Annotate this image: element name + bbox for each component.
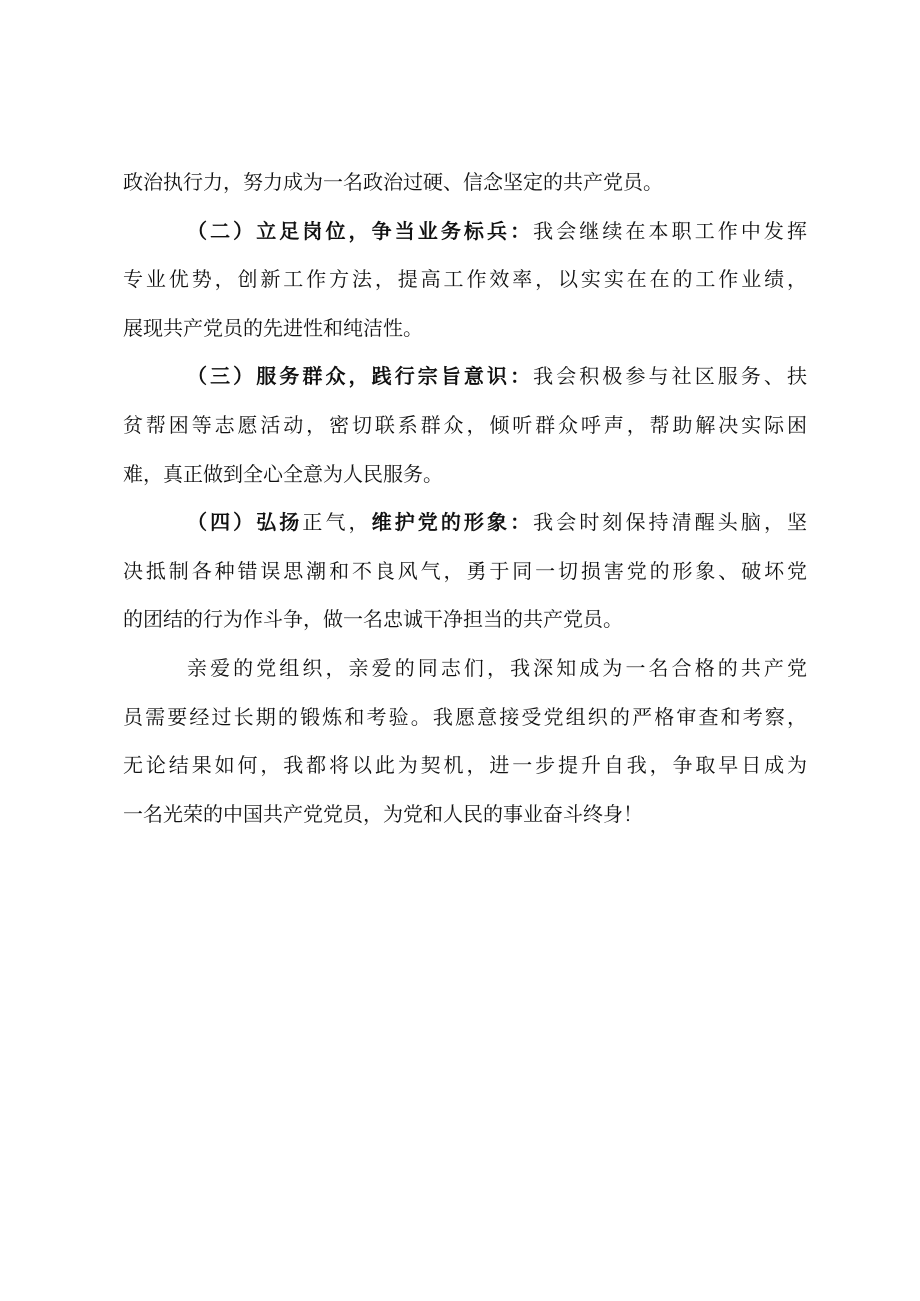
section-3-line-3: 难，真正做到全心全意为人民服务。 — [123, 461, 443, 486]
section-3-text-start: 我会积极参与社区服务、扶 — [533, 364, 807, 389]
closing-line-1: 亲爱的党组织，亲爱的同志们，我深知成为一名合格的共产党 — [187, 655, 807, 680]
section-2-line-2: 专业优势，创新工作方法，提高工作效率，以实实在在的工作业绩， — [123, 267, 807, 292]
closing-line-3: 无论结果如何，我都将以此为契机，进一步提升自我，争取早日成为 — [123, 753, 807, 778]
closing-line-2: 员需要经过长期的锻炼和考验。我愿意接受党组织的严格审查和考察， — [123, 704, 807, 729]
section-2-line-3: 展现共产党员的先进性和纯洁性。 — [123, 315, 423, 340]
section-3-line-1 — [123, 352, 807, 401]
section-4-line-3: 的团结的行为作斗争，做一名忠诚干净担当的共产党员。 — [123, 607, 623, 632]
section-2-line-1 — [123, 207, 807, 256]
section-3-line-2: 贫帮困等志愿活动，密切联系群众，倾听群众呼声，帮助解决实际困 — [123, 412, 807, 437]
section-3-heading: （三）服务群众，践行宗旨意识： — [187, 364, 534, 389]
section-4-heading-c: 维护党的形象： — [371, 510, 534, 535]
section-4-heading-b: 正气， — [302, 510, 372, 535]
section-4-line-1 — [123, 498, 807, 547]
closing-line-4: 一名光荣的中国共产党党员，为党和人民的事业奋斗终身！ — [123, 801, 643, 826]
section-4-heading-a: （四）弘扬 — [187, 510, 303, 535]
document-body — [123, 158, 807, 838]
continuation-line: 政治执行力，努力成为一名政治过硬、信念坚定的共产党员。 — [123, 170, 663, 194]
section-4-text-start: 我会时刻保持清醒头脑，坚 — [533, 510, 807, 535]
section-2-text-start: 我会继续在本职工作中发挥 — [533, 218, 807, 243]
section-2-heading: （二）立足岗位，争当业务标兵： — [187, 218, 534, 243]
section-4-line-2: 决抵制各种错误思潮和不良风气，勇于同一切损害党的形象、破坏党 — [123, 558, 807, 583]
